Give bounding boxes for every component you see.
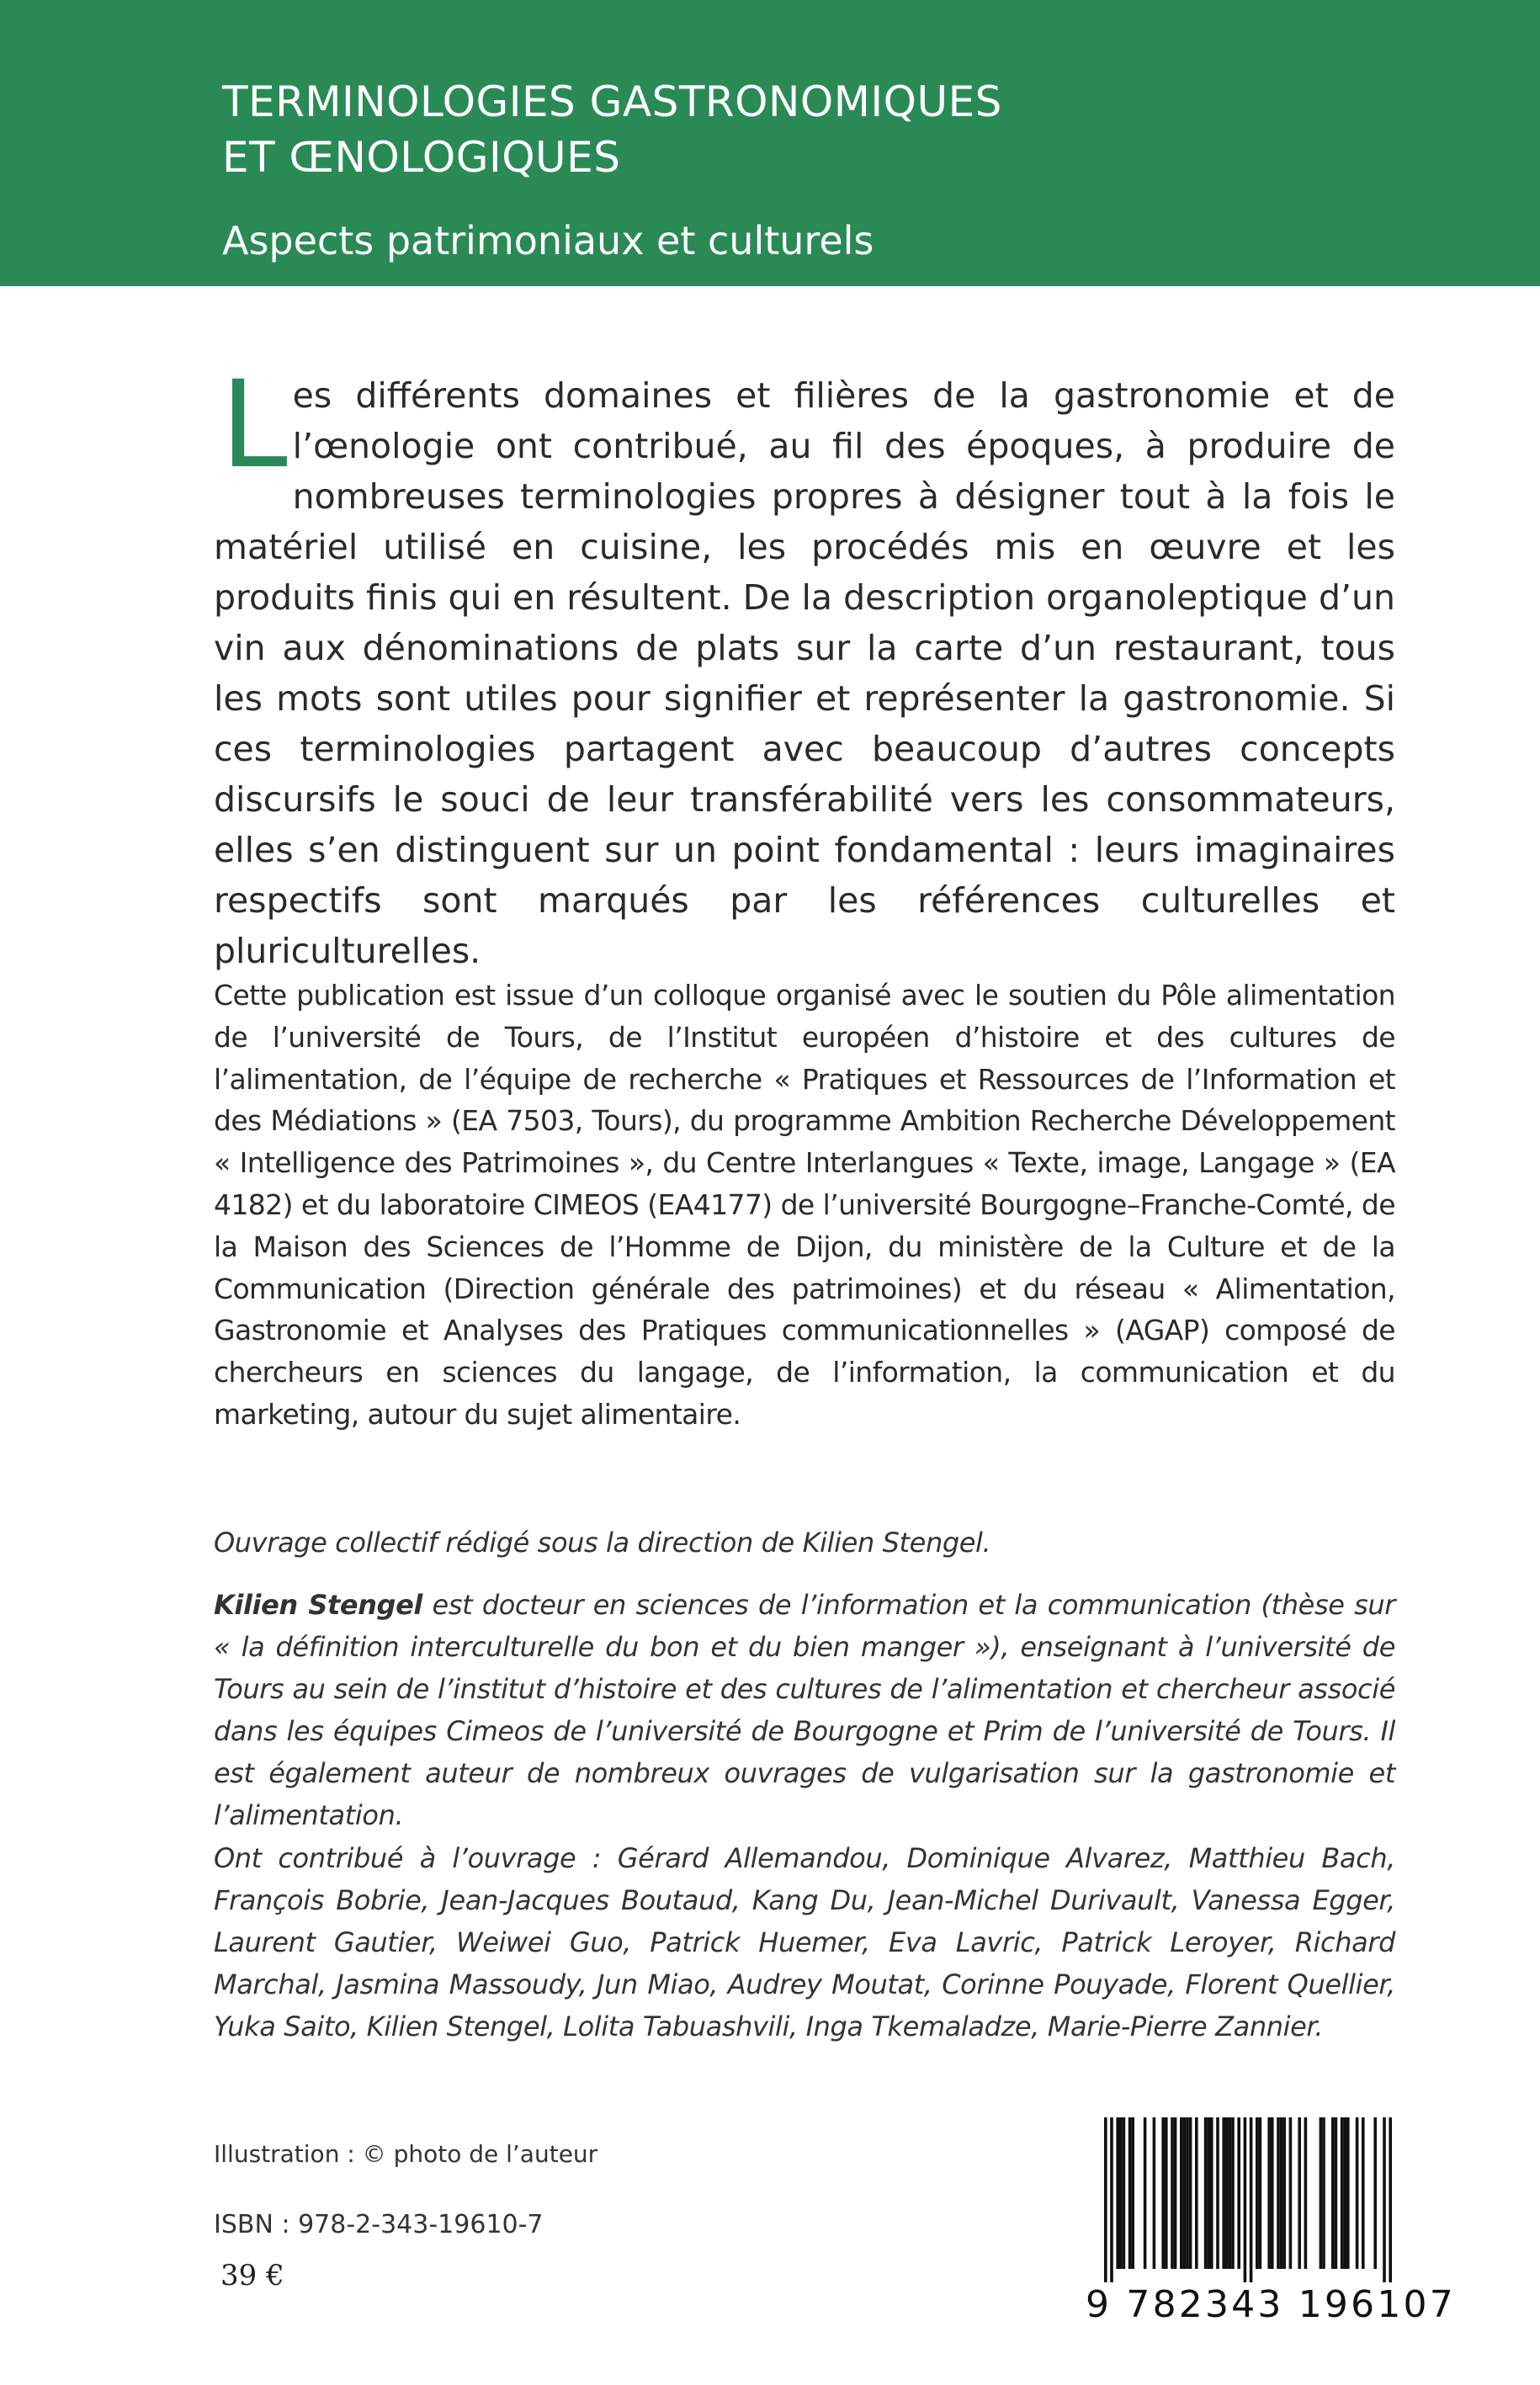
book-title-line-1: TERMINOLOGIES GASTRONOMIQUES bbox=[222, 77, 1002, 126]
barcode-bar bbox=[1282, 2117, 1286, 2269]
author-bio bbox=[214, 1584, 1395, 1836]
barcode-bar bbox=[1237, 2117, 1240, 2269]
author-name: Kilien Stengel bbox=[214, 1589, 422, 1621]
barcode-bar bbox=[1250, 2117, 1253, 2282]
barcode-bar bbox=[1131, 2117, 1134, 2269]
contributors-list: Ont contribué à l’ouvrage : Gérard Allemandou, Dominique Alvarez, Matthieu Bach, François Bobrie, Jean-Jacques Boutaud, Kang Du, Jean-Michel Durivault, Vanessa Egger, Laurent Gautier, Weiwei Guo, Patrick Huemer, Eva Lavric, Patrick Leroyer, Richard Marchal, Jasmina Massoudy, Jun Miao, Audrey Moutat, Corinne Pouyade, Florent Quellier, Yuka Saito, Kilien Stengel, Lolita Tabuashvili, Inga Tkemaladze, Marie-Pierre Zannier. bbox=[214, 1842, 1395, 2042]
barcode-bar bbox=[1259, 2117, 1262, 2269]
book-title-line-2: ET ŒNOLOGIQUES bbox=[222, 133, 621, 182]
barcode-digits: 9 782343 196107 bbox=[1086, 2283, 1456, 2326]
barcode-bar bbox=[1165, 2117, 1168, 2269]
barcode-bar bbox=[1356, 2117, 1359, 2269]
barcode-bar bbox=[1119, 2117, 1123, 2269]
barcode-bar bbox=[1362, 2117, 1365, 2269]
barcode-bar bbox=[1104, 2117, 1107, 2282]
barcode-bar bbox=[1271, 2117, 1274, 2269]
barcode-bar bbox=[1298, 2117, 1301, 2269]
barcode-bar bbox=[1195, 2117, 1198, 2269]
barcode-bars bbox=[1086, 2117, 1422, 2282]
isbn: ISBN : 978-2-343-19610-7 bbox=[214, 2210, 544, 2239]
barcode-bar bbox=[1256, 2117, 1259, 2269]
barcode-bar bbox=[1225, 2117, 1229, 2269]
barcode-bar bbox=[1346, 2117, 1350, 2269]
barcode-bar bbox=[1231, 2117, 1235, 2269]
barcode-bar bbox=[1128, 2117, 1132, 2269]
barcode-bar bbox=[1174, 2117, 1177, 2269]
barcode-bar bbox=[1322, 2117, 1325, 2269]
barcode-bar bbox=[1153, 2117, 1156, 2269]
barcode-bar bbox=[1320, 2117, 1323, 2269]
barcode-bar bbox=[1171, 2117, 1174, 2269]
barcode-bar bbox=[1335, 2117, 1338, 2269]
barcode-bar bbox=[1207, 2117, 1210, 2269]
intro-paragraph bbox=[214, 354, 1395, 976]
book-title bbox=[222, 74, 1400, 185]
barcode-bar bbox=[1189, 2117, 1192, 2269]
ean13-barcode-icon bbox=[1086, 2117, 1456, 2328]
barcode-bar bbox=[1180, 2117, 1183, 2269]
illustration-credit: Illustration : © photo de l’auteur bbox=[214, 2140, 598, 2168]
author-bio-text: est docteur en sciences de l’information et la communication (thèse sur « la définition interculturelle du bon et du bien manger »), enseignant à l’université de Tours au sein de l’institut d’histoire et des cultures de l’alimentation et chercheur associé dans les équipes Cimeos de l’université de Bourgogne et Prim de l’université de Tours. Il est également auteur de nombreux ouvrages de vulgarisation sur la gastronomie et l’alimentation. bbox=[214, 1589, 1396, 1831]
barcode-bar bbox=[1116, 2117, 1119, 2269]
barcode-bar bbox=[1229, 2117, 1232, 2269]
barcode-bar bbox=[1161, 2117, 1165, 2269]
barcode-bar bbox=[1289, 2117, 1293, 2269]
barcode-bar bbox=[1341, 2117, 1344, 2269]
barcode-bar bbox=[1210, 2117, 1213, 2269]
drop-cap-letter: L bbox=[220, 354, 288, 495]
barcode-bar bbox=[1343, 2117, 1346, 2269]
barcode-bar bbox=[1383, 2117, 1386, 2282]
barcode-bar bbox=[1110, 2117, 1113, 2282]
publication-note: Cette publication est issue d’un colloque organisé avec le soutien du Pôle alimentation de l’université de Tours, de l’Institut européen d’histoire et des cultures de l’alimentation, de l’équipe de recherche « Pratiques et Ressources de l’Information et des Médiations » (EA 7503, Tours), du programme Ambition Recherche Développement « Intelligence des Patrimoines », du Centre Interlangues « Texte, image, Langage » (EA 4182) et du laboratoire CIMEOS (EA4177) de l’université Bourgogne–Franche-Comté, de la Maison des Sciences de l’Homme de Dijon, du ministère de la Culture et de la Communication (Direction générale des patrimoines) et du réseau « Alimentation, Gastronomie et Analyses des Pratiques communicationnelles » (AGAP) composé de chercheurs en sciences du langage, de l’information, la communication et du marketing, autour du sujet alimentaire. bbox=[214, 979, 1395, 1431]
barcode-bar bbox=[1267, 2117, 1271, 2269]
barcode-bar bbox=[1277, 2117, 1280, 2269]
barcode-bar bbox=[1304, 2117, 1308, 2269]
intro-text: es différents domaines et filières de la gastronomie et de l’œnologie ont contribué, au fil des époques, à produire de nombreuses terminologies propres à désigner tout à la fois le matériel utilisé en cuisine, les procédés mis en œuvre et les produits finis qui en résultent. De la description organoleptique d’un vin aux dénominations de plats sur la carte d’un restaurant, tous les mots sont utiles pour signifier et représenter la gastronomie. Si ces terminologies partagent avec beaucoup d’autres concepts discursifs le souci de leur transférabilité vers les consommateurs, elles s’en distinguent sur un point fondamental : leurs imaginaires respectifs sont marqués par les références culturelles et pluriculturelles. bbox=[214, 375, 1395, 971]
barcode-bar bbox=[1183, 2117, 1187, 2269]
editor-credit: Ouvrage collectif rédigé sous la direction de Kilien Stengel. bbox=[214, 1527, 991, 1559]
barcode-bar bbox=[1186, 2117, 1189, 2269]
barcode-bar bbox=[1144, 2117, 1147, 2269]
barcode-bar bbox=[1216, 2117, 1219, 2269]
barcode-bar bbox=[1204, 2117, 1208, 2269]
cover-header-band bbox=[0, 0, 1540, 286]
book-subtitle: Aspects patrimoniaux et culturels bbox=[222, 218, 874, 263]
barcode-bar bbox=[1280, 2117, 1283, 2269]
barcode-bar bbox=[1373, 2117, 1377, 2269]
barcode-bar bbox=[1331, 2117, 1335, 2269]
barcode-bar bbox=[1123, 2117, 1126, 2269]
barcode-bar bbox=[1389, 2117, 1392, 2282]
barcode-bar bbox=[1244, 2117, 1247, 2282]
price: 39 € bbox=[220, 2259, 284, 2292]
barcode-bar bbox=[1222, 2117, 1225, 2269]
